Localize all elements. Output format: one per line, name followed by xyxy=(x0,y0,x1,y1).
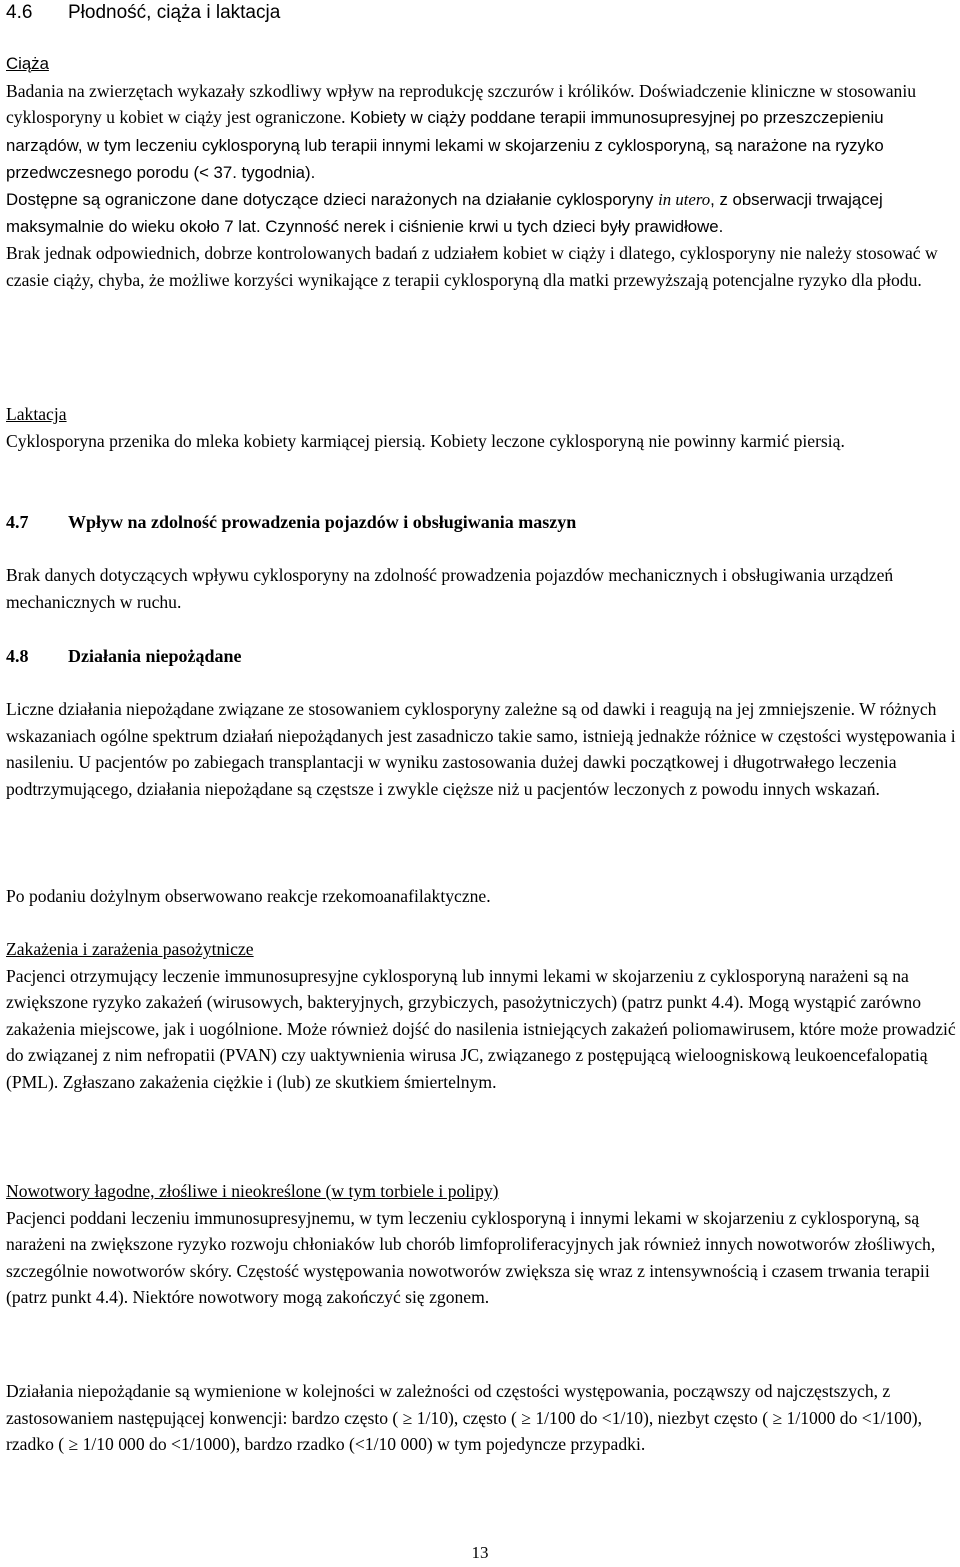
infections-block xyxy=(6,936,956,1096)
lactation-heading: Laktacja xyxy=(6,404,67,424)
paragraph: Pacjenci poddani leczeniu immunosupresyjnemu, w tym leczeniu cyklosporyną i innymi lekami w skojarzeniu z cyklosporyną, są narażeni na zwiększone ryzyko rozwoju chłoniaków lub chorób limfoproliferacyjnych jak również innych nowotworów złośliwych, szczególnie nowotworów skóry. Częstość występowania nowotworów zwiększa się wraz z intensywnością i czasem trwania terapii (patrz punkt 4.4). Niektóre nowotwory mogą zakończyć się zgonem. xyxy=(6,1207,936,1308)
neoplasms-heading: Nowotwory łagodne, złośliwe i nieokreślone (w tym torbiele i polipy) xyxy=(6,1181,499,1201)
section-title: Działania niepożądane xyxy=(68,646,242,666)
pregnancy-block xyxy=(6,51,956,293)
infections-heading: Zakażenia i zarażenia pasożytnicze xyxy=(6,939,254,959)
frequency-paragraph: Działania niepożądanie są wymienione w kolejności w zależności od częstości występowania, począwszy od najczęstszych, z zastosowaniem następującej konwencji: bardzo często ( ≥ 1/10), często ( ≥ 1/100 do <1/10), niezbyt często ( ≥ 1/1000 do <1/100), rzadko ( ≥ 1/10 000 do <1/1000), bardzo rzadko (<1/10 000) w tym pojedyncze przypadki. xyxy=(6,1381,923,1455)
page-number: 13 xyxy=(471,1543,489,1562)
section-title: Płodność, ciąża i laktacja xyxy=(68,2,281,23)
section-4-8-heading xyxy=(6,643,242,669)
paragraph: Liczne działania niepożądane związane ze stosowaniem cyklosporyny zależne są od dawki i reagują na jej zmniejszenie. W różnych wskazaniach ogólne spektrum działań niepożądanych jest zasadniczo takie samo, istnieją jednakże różnice w częstości występowania i nasileniu. U pacjentów po zabiegach transplantacji w wyniku zastosowania dużej dawki początkowej i długotrwałego leczenia podtrzymującego, działania niepożądane są częstsze i zwykle cięższe niż u pacjentów leczonych z powodu innych wskazań. xyxy=(6,699,956,799)
section-title: Wpływ na zdolność prowadzenia pojazdów i obsługiwania maszyn xyxy=(68,512,577,532)
paragraph: Cyklosporyna przenika do mleka kobiety karmiącej piersią. Kobiety leczone cyklosporyną nie powinny karmić piersią. xyxy=(6,430,845,451)
paragraph: Po podaniu dożylnym obserwowano reakcje rzekomoanafilaktyczne. xyxy=(6,886,491,906)
lactation-block xyxy=(6,401,956,454)
section-number: 4.8 xyxy=(6,646,29,666)
section-4-7-heading xyxy=(6,509,576,535)
paragraph: Brak danych dotyczących wpływu cyklosporyny na zdolność prowadzenia pojazdów mechanicznych i obsługiwania urządzeń mechanicznych w ruchu. xyxy=(6,565,894,612)
paragraph: Dostępne są ograniczone dane dotyczące dzieci narażonych na działanie cyklosporyny in utero, z obserwacji trwającej maksymalnie do wieku około 7 lat. Czynność nerek i ciśnienie krwi u tych dzieci były prawidłowe. xyxy=(6,189,883,236)
paragraph: Badania na zwierzętach wykazały szkodliwy wpływ na reprodukcję szczurów i królików. Doświadczenie kliniczne w stosowaniu cyklosporyny u kobiet w ciąży jest ograniczone. Kobiety w ciąży poddane terapii immunosupresyjnej po przeszczepieniu narządów, w tym leczeniu cyklosporyną lub terapii innymi lekami w skojarzeniu z cyklosporyną, są narażone na ryzyko przedwczesnego porodu (< 37. tygodnia). xyxy=(6,80,917,183)
section-4-6-heading xyxy=(6,0,280,26)
section-number: 4.7 xyxy=(6,512,29,532)
section-number: 4.6 xyxy=(6,2,33,23)
pregnancy-heading: Ciąża xyxy=(6,54,49,73)
paragraph: Brak jednak odpowiednich, dobrze kontrolowanych badań z udziałem kobiet w ciąży i dlatego, cyklosporyny nie należy stosować w czasie ciąży, chyba, że możliwe korzyści wynikające z terapii cyklosporyną dla matki przewyższają potencjalne ryzyko dla płodu. xyxy=(6,243,938,290)
paragraph: Pacjenci otrzymujący leczenie immunosupresyjne cyklosporyną lub innymi lekami w skojarzeniu z cyklosporyną narażeni są na zwiększone ryzyko zakażeń (wirusowych, bakteryjnych, grzybiczych, pasożytniczych) (patrz punkt 4.4). Mogą wystąpić zarówno zakażenia miejscowe, jak i uogólnione. Może również dojść do nasilenia istniejących zakażeń poliomawirusem, które może prowadzić do związanej z nim nefropatii (PVAN) czy uaktywnienia wirusa JC, związanego z postępującą wieloogniskową leukoencefalopatią (PML). Zgłaszano zakażenia ciężkie i (lub) ze skutkiem śmiertelnym. xyxy=(6,965,956,1092)
neoplasms-block xyxy=(6,1178,956,1311)
